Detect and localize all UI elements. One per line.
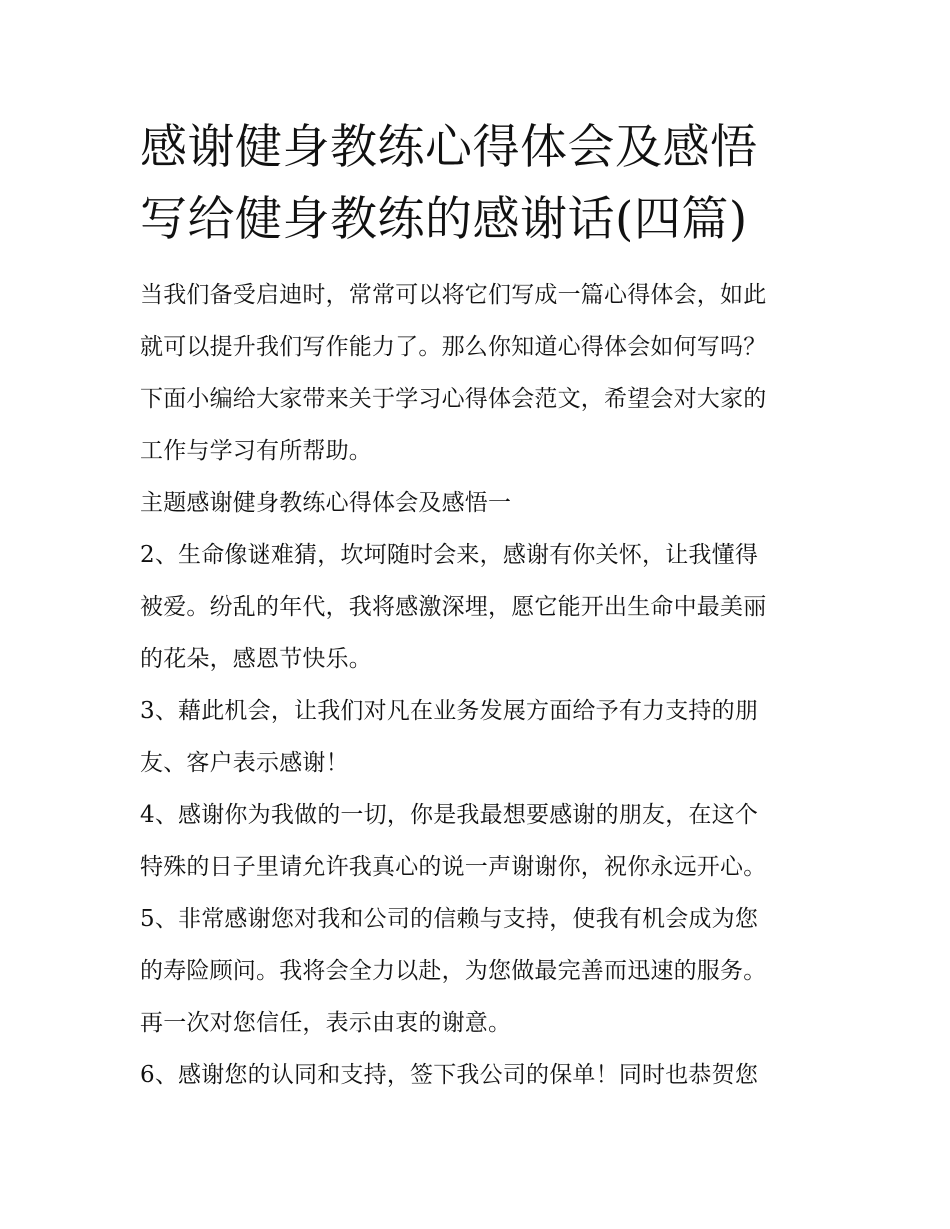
intro-paragraph (140, 269, 820, 477)
intro-line: 下面小编给大家带来关于学习心得体会范文，希望会对大家的 (140, 386, 767, 412)
title-line-1: 感谢健身教练心得体会及感悟 (140, 120, 758, 175)
section-heading (140, 477, 820, 529)
list-item-line: 5、非常感谢您对我和公司的信赖与支持，使我有机会成为您 (140, 906, 759, 932)
list-item-line: 特殊的日子里请允许我真心的说一声谢谢你，祝你永远开心。 (140, 854, 767, 880)
intro-line: 当我们备受启迪时，常常可以将它们写成一篇心得体会，如此 (140, 282, 767, 308)
list-item-line: 的花朵，感恩节快乐。 (140, 646, 372, 672)
list-item-3 (140, 685, 820, 789)
list-item-line: 4、感谢你为我做的一切，你是我最想要感谢的朋友，在这个 (140, 802, 759, 828)
document-body (140, 269, 820, 1101)
list-item-line: 被爱。纷乱的年代，我将感激深埋，愿它能开出生命中最美丽 (140, 594, 767, 620)
list-item-6 (140, 1049, 820, 1101)
list-item-line: 再一次对您信任，表示由衷的谢意。 (140, 1010, 512, 1036)
intro-line: 工作与学习有所帮助。 (140, 438, 372, 464)
title-line-2: 写给健身教练的感谢话(四篇) (140, 192, 748, 247)
document-content (140, 112, 820, 1101)
list-item-line: 3、藉此机会，让我们对凡在业务发展方面给予有力支持的朋 (140, 698, 759, 724)
list-item-line: 友、客户表示感谢！ (140, 750, 349, 776)
intro-line: 就可以提升我们写作能力了。那么你知道心得体会如何写吗？ (140, 334, 767, 360)
list-item-2 (140, 529, 820, 685)
list-item-5 (140, 893, 820, 1049)
section-heading-text: 主题感谢健身教练心得体会及感悟一 (140, 490, 512, 516)
list-item-line: 的寿险顾问。我将会全力以赴，为您做最完善而迅速的服务。 (140, 958, 767, 984)
list-item-4 (140, 789, 820, 893)
document-title (140, 112, 820, 256)
list-item-line: 2、生命像谜难猜，坎坷随时会来，感谢有你关怀，让我懂得 (140, 542, 759, 568)
list-item-line: 6、感谢您的认同和支持，签下我公司的保单！同时也恭贺您 (140, 1062, 759, 1088)
